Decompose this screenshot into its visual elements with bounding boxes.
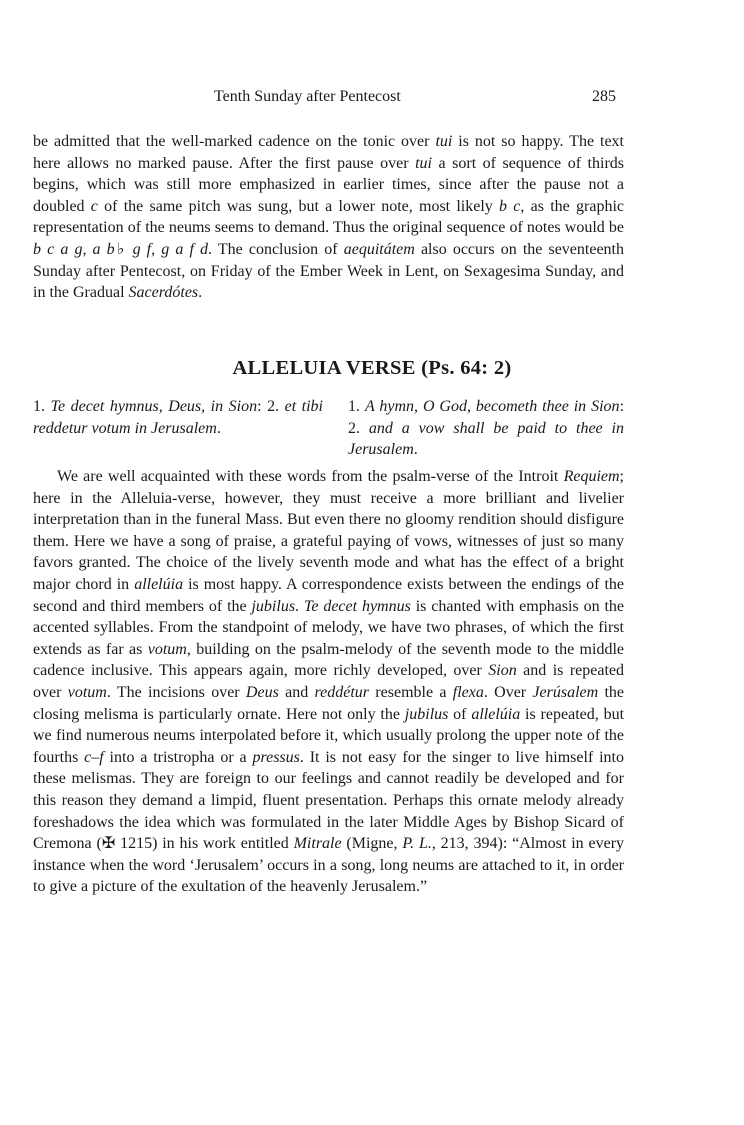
text-run: is repeated, but we find numerous neums interpolated before it, which usually prolong the upper note of the fourths xyxy=(33,705,625,766)
text-run: the closing melisma is particularly ornate. Here not only the xyxy=(33,683,625,723)
text-run: (Migne, xyxy=(341,835,403,853)
verse-number: . xyxy=(413,441,418,458)
verse-latin xyxy=(33,396,323,439)
verse-number: 1. xyxy=(33,398,51,415)
running-head-title: Tenth Sunday after Pentecost xyxy=(214,88,401,105)
text-run: . It is not easy for the singer to live himself into these melismas. They are foreign to our feelings and cannot readily be developed and for this reason they demand a limpid, fluent presentation. Perhaps this ornate melody already foreshadows the idea which was formulated in the later Middle Ages by Bishop Sicard of Cremona (✠ 1215) in his work entitled xyxy=(33,748,625,853)
verse-number: : 2. xyxy=(348,398,625,437)
italic-term: b c a g, a b♭ g f, g a f d xyxy=(33,240,209,258)
italic-term: aequitátem xyxy=(343,240,415,258)
page-number: 285 xyxy=(592,88,616,105)
text-run: et tibi reddetur votum in Jerusalem xyxy=(33,398,324,437)
text-run: is most happy. A correspondence exists between the endings of the second and third members of the xyxy=(33,575,624,615)
text-run: , 213, 394): “Almost in every instance when the word ‘Jerusalem’ occurs in a song, long neums are attached to it, in order to give a picture of the exultation of the heavenly Jerusalem.” xyxy=(33,835,625,896)
text-run: Te decet hymnus, Deus, in Sion xyxy=(50,398,258,415)
text-run: . xyxy=(295,597,304,615)
text-run: a sort of sequence of thirds begins, which was still more emphasized in earlier times, since after the pause not a doubled xyxy=(33,154,624,215)
italic-term: votum xyxy=(67,683,107,701)
text-run: resemble a xyxy=(369,683,453,701)
text-run: is chanted with emphasis on the accented syllables. From the standpoint of melody, we have two phrases, of which the first extends as far as xyxy=(33,597,624,658)
text-run: . The incisions over xyxy=(106,683,246,701)
italic-term: reddétur xyxy=(314,683,370,701)
italic-term: Mitrale xyxy=(293,835,342,853)
text-run: We are well acquainted with these words from the psalm-verse of the Introit xyxy=(57,468,564,485)
text-run: of xyxy=(448,705,472,723)
running-head xyxy=(0,86,744,110)
italic-term: Sion xyxy=(488,662,517,680)
paragraph-alleluia-commentary xyxy=(33,466,624,898)
text-run: A hymn, O God, becometh thee in Sion xyxy=(364,398,620,415)
text-run: . xyxy=(198,284,203,302)
text-run: . The conclusion of xyxy=(208,240,344,258)
italic-term: pressus xyxy=(252,748,300,766)
paragraph-gradual-commentary xyxy=(33,131,624,304)
text-run: be admitted that the well-marked cadence on the tonic over xyxy=(33,133,436,150)
italic-term: votum xyxy=(147,640,187,658)
italic-term: tui xyxy=(435,133,453,150)
italic-term: jubilus xyxy=(251,597,296,615)
italic-term: allelúia xyxy=(134,575,184,593)
text-run: and is repeated over xyxy=(33,662,625,701)
text-run: , as the graphic representation of the neums seems to demand. Thus the original sequence of notes would be xyxy=(33,197,624,237)
text-run: ; here in the Alleluia-verse, however, they must receive a more brilliant and livelier interpretation than in the funeral Mass. But even there no gloomy rendition should disfigure them. Here we have a song of praise, a grateful paying of vows, witnesses of just so many favors granted. The choice of the lively seventh mode and what has the effect of a bright major chord in xyxy=(33,468,624,593)
italic-term: jubilus xyxy=(404,705,449,723)
text-run: and xyxy=(278,683,315,701)
italic-term: Jerúsalem xyxy=(532,683,599,701)
verse-number: . xyxy=(216,419,221,437)
text-run: into a tristropha or a xyxy=(103,748,253,766)
verse-number: : 2. xyxy=(257,398,285,415)
text-run: and a vow shall be paid to thee in Jerusalem xyxy=(348,419,624,458)
text-run: of the same pitch was sung, but a lower note, most likely xyxy=(97,197,500,215)
text-run: is not so happy. The text here allows no marked pause. After the first pause over xyxy=(33,133,625,172)
italic-term: allelúia xyxy=(471,705,521,723)
italic-term: Te decet hymnus xyxy=(303,597,411,615)
italic-term: c xyxy=(90,197,98,215)
section-heading: ALLELUIA VERSE (Ps. 64: 2) xyxy=(232,357,512,379)
italic-term: Requiem xyxy=(563,468,620,485)
verse-english xyxy=(348,396,624,461)
italic-term: b c xyxy=(499,197,521,215)
verse-number: 1. xyxy=(348,398,365,415)
italic-term: flexa xyxy=(452,683,484,701)
italic-term: Deus xyxy=(245,683,279,701)
italic-term: tui xyxy=(415,154,432,172)
italic-term: P. L. xyxy=(402,835,432,853)
text-run: , building on the psalm-melody of the seventh mode to the middle cadence inclusive. This appears again, more richly developed, over xyxy=(33,640,624,680)
italic-term: c–f xyxy=(84,748,104,766)
text-run: . Over xyxy=(483,683,533,701)
italic-term: Sacerdótes xyxy=(128,284,199,302)
text-run: also occurs on the seventeenth Sunday after Pentecost, on Friday of the Ember Week in Lent, on Sexagesima Sunday, and in the Gradual xyxy=(33,240,625,302)
